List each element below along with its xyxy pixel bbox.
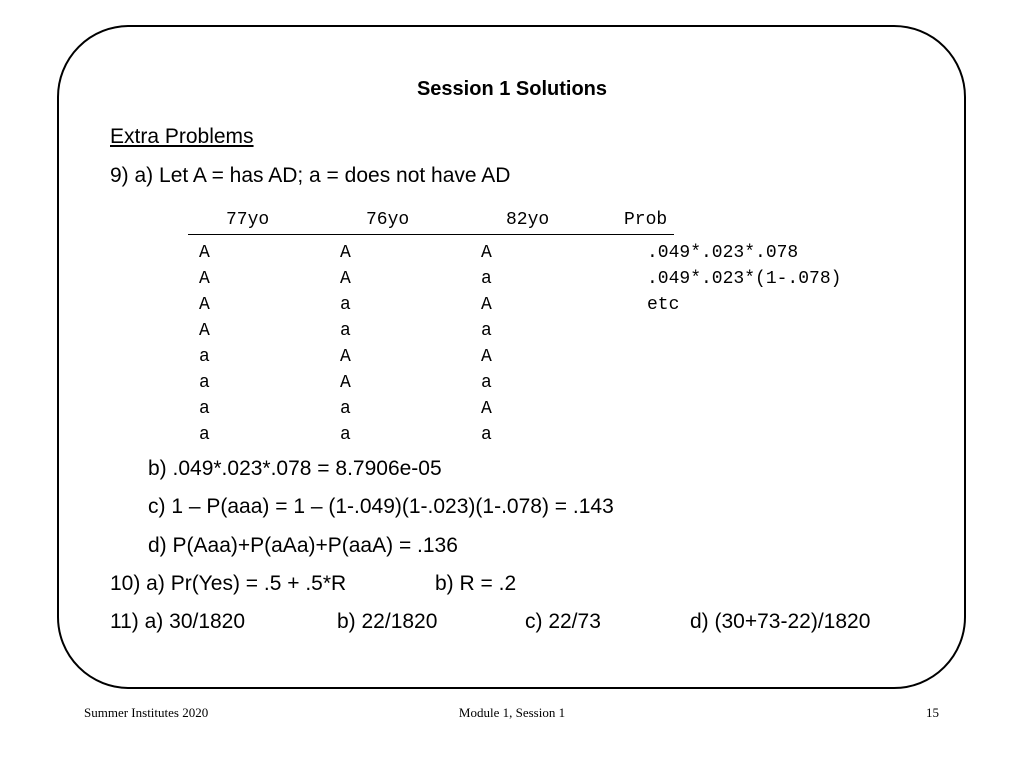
problem-9b: b) .049*.023*.078 = 8.7906e-05 [148, 457, 442, 480]
problem-11d: d) (30+73-22)/1820 [690, 610, 871, 633]
table-row: A A A .049*.023*.078 [199, 243, 799, 263]
table-row: A A a .049*.023*(1-.078) [199, 269, 842, 289]
page-number: 15 [926, 705, 939, 720]
problem-9c: c) 1 – P(aaa) = 1 – (1-.049)(1-.023)(1-.078) = .143 [148, 495, 614, 518]
table-row: a A A [199, 347, 492, 367]
problem-10b: b) R = .2 [435, 572, 517, 595]
header-82yo: 82yo [506, 210, 550, 230]
table-row: A a A etc [199, 295, 680, 315]
table-row: a a a [199, 425, 492, 445]
problem-9a: 9) a) Let A = has AD; a = does not have AD [110, 164, 511, 187]
problem-11b: b) 22/1820 [337, 610, 438, 633]
problem-10a: 10) a) Pr(Yes) = .5 + .5*R [110, 572, 347, 595]
problem-11a: 11) a) 30/1820 [110, 610, 246, 633]
header-76yo: 76yo [366, 210, 410, 230]
footer-center: Module 1, Session 1 [458, 705, 566, 720]
footer-left: Summer Institutes 2020 [84, 705, 209, 720]
problem-11c: c) 22/73 [525, 610, 601, 633]
header-77yo: 77yo [226, 210, 270, 230]
problem-9d: d) P(Aaa)+P(aAa)+P(aaA) = .136 [148, 534, 458, 557]
table-header [188, 210, 674, 235]
header-prob: Prob [624, 210, 668, 230]
slide-title: Session 1 Solutions [416, 78, 608, 100]
table-row: a A a [199, 373, 492, 393]
extra-problems-heading: Extra Problems [110, 125, 254, 148]
table-row: A a a [199, 321, 492, 341]
table-row: a a A [199, 399, 492, 419]
